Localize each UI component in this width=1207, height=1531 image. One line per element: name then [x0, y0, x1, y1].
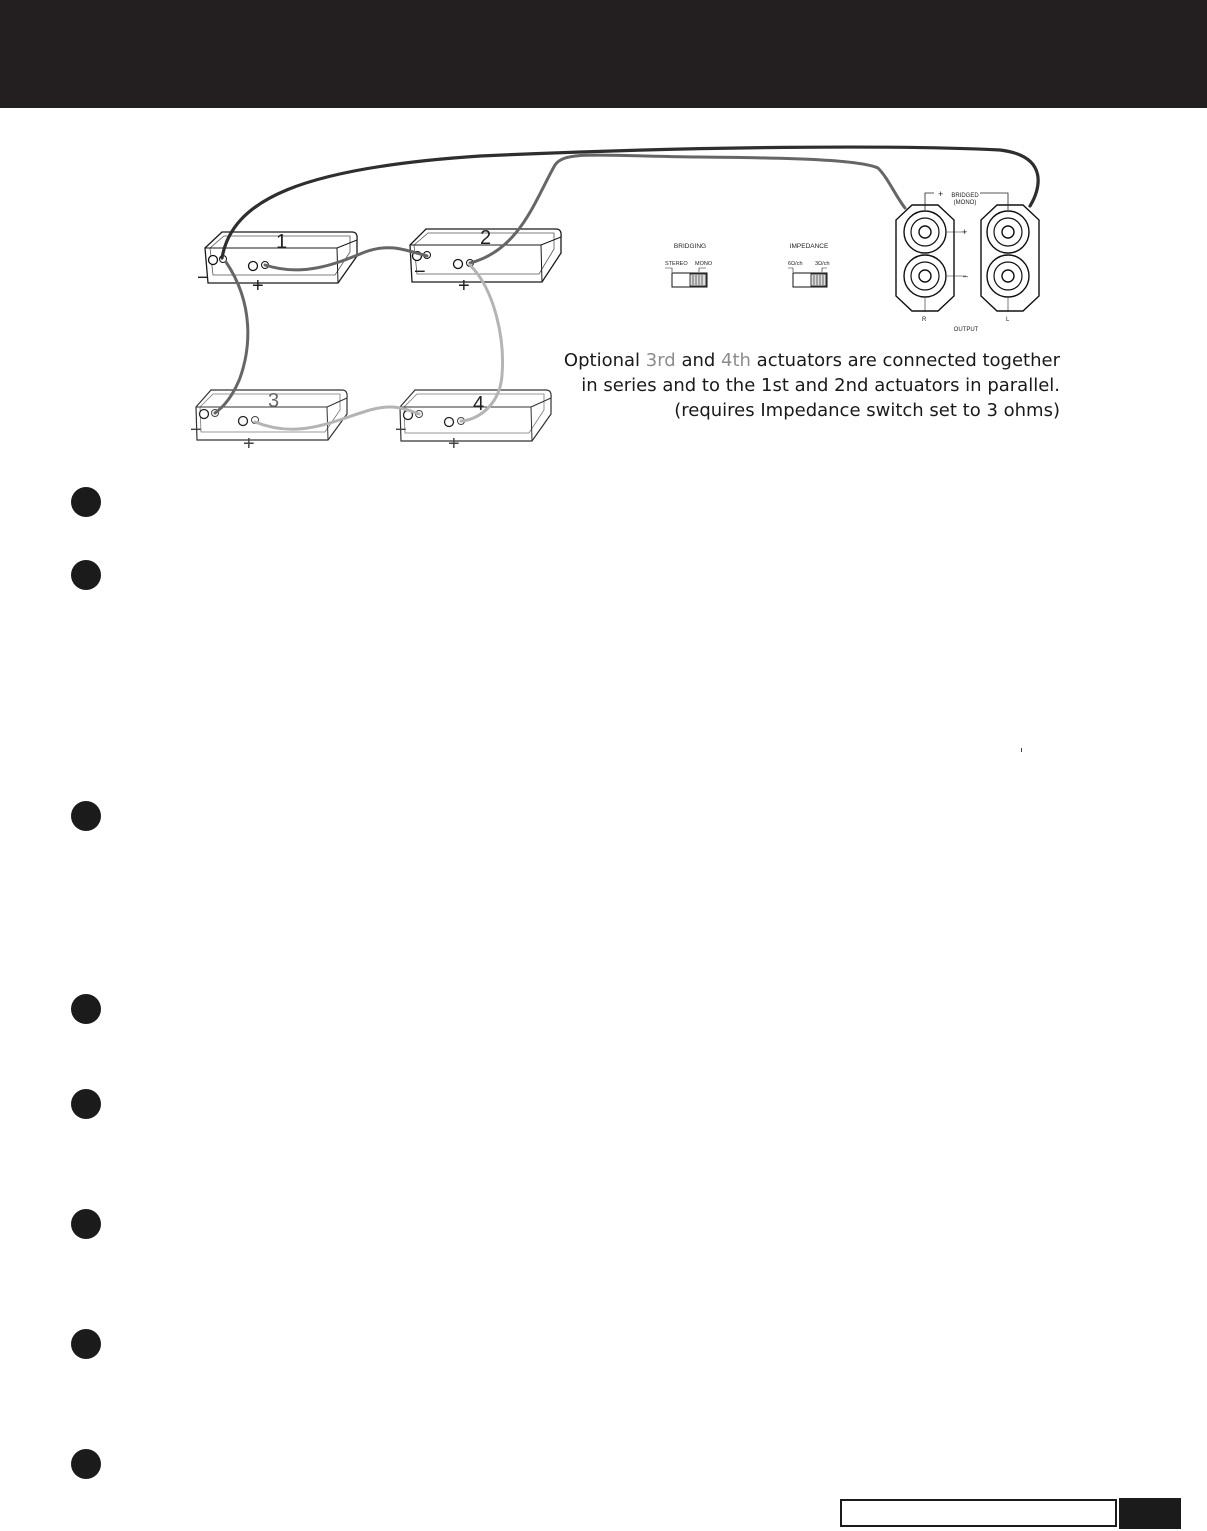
terminal-l-label: L	[1006, 317, 1010, 323]
actuator-3-plus: +	[243, 433, 255, 455]
caption-text: actuators are connected together	[750, 350, 1060, 371]
caption-highlight-3rd: 3rd	[645, 350, 676, 371]
bridged-sub: (MONO)	[953, 200, 977, 206]
actuator-4-minus: −	[395, 419, 407, 441]
terminal-l-minus	[987, 255, 1029, 297]
actuator-4	[395, 390, 551, 455]
bridging-left-label: STEREO	[665, 261, 688, 267]
actuator-2-plus: +	[458, 275, 470, 297]
caption-line-1	[560, 348, 1060, 373]
actuator-2-number: 2	[480, 227, 492, 249]
diagram-caption	[560, 348, 1060, 423]
footer-label-box	[840, 1499, 1117, 1527]
actuator-3-number: 3	[268, 390, 280, 412]
actuator-1-minus: −	[197, 267, 209, 289]
bridging-switch-knob	[690, 274, 706, 286]
header-bar	[0, 0, 1207, 108]
terminal-output-label: OUTPUT	[953, 327, 979, 333]
caption-highlight-4th: 4th	[721, 350, 751, 371]
step-bullet-2	[71, 560, 101, 590]
terminal-r-plus	[904, 211, 946, 253]
bridged-plus: +	[938, 189, 944, 199]
step-bullet-4	[71, 994, 101, 1024]
bridging-right-label: MONO	[695, 261, 713, 267]
terminal-l-plus	[987, 211, 1029, 253]
step-bullet-3	[71, 801, 101, 831]
caption-line-2: in series and to the 1st and 2nd actuators in parallel.	[581, 375, 1060, 396]
step-bullet-8	[71, 1449, 101, 1479]
impedance-title: IMPEDANCE	[789, 243, 829, 250]
terminal-r-minus	[904, 255, 946, 297]
terminal-r-label: R	[922, 317, 927, 323]
terminal-plus-label: +	[962, 227, 968, 237]
caption-text: Optional	[563, 350, 646, 371]
step-bullet-1	[71, 487, 101, 517]
output-terminal-block	[896, 189, 1039, 333]
actuator-1-plus: +	[252, 275, 264, 297]
stray-mark	[1021, 748, 1022, 752]
actuator-1-number: 1	[276, 231, 288, 253]
actuator-2-minus: −	[414, 261, 426, 283]
impedance-switch-knob	[811, 274, 826, 286]
step-bullet-7	[71, 1329, 101, 1359]
bridging-switch	[665, 243, 713, 287]
step-bullet-5	[71, 1089, 101, 1119]
bridged-label: BRIDGED	[951, 193, 979, 199]
caption-text: and	[675, 350, 722, 371]
terminal-minus-label: –	[963, 271, 969, 281]
bridging-title: BRIDGING	[673, 243, 707, 250]
actuator-4-plus: +	[448, 433, 460, 455]
step-bullet-6	[71, 1209, 101, 1239]
actuator-4-number: 4	[473, 393, 485, 415]
actuator-3	[190, 390, 347, 455]
impedance-switch	[788, 243, 830, 287]
footer-page-tab	[1119, 1498, 1181, 1529]
impedance-right-label: 3Ω/ch	[815, 261, 830, 267]
caption-line-3: (requires Impedance switch set to 3 ohms)	[674, 400, 1060, 421]
impedance-left-label: 6Ω/ch	[788, 261, 803, 267]
actuator-3-minus: −	[190, 419, 202, 441]
